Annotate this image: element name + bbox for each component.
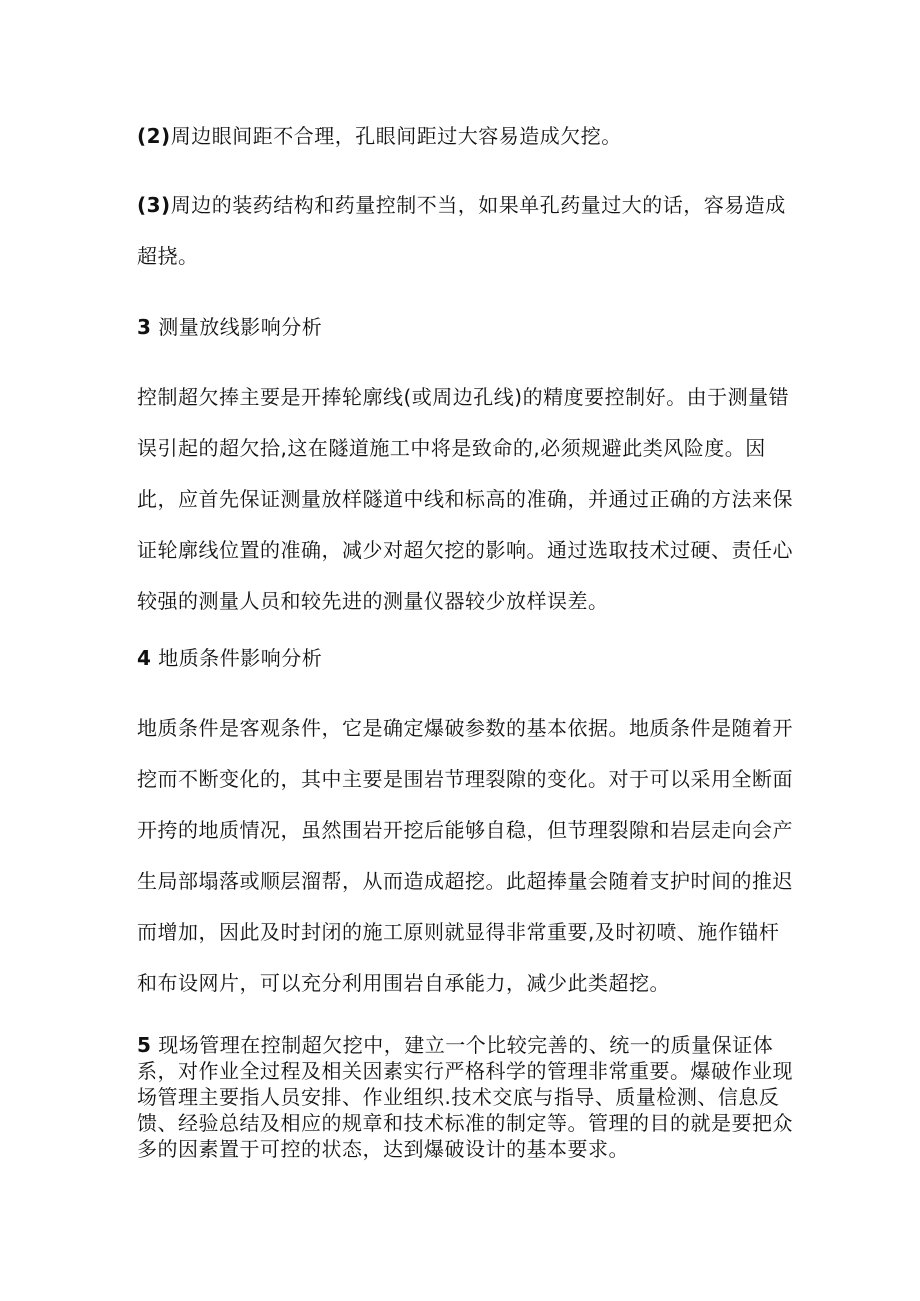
section-heading-4 [137,633,797,684]
section-title: 地质条件影响分析 [158,646,323,670]
section-heading-3 [137,302,797,353]
section-body-4: 地质条件是客观条件，它是确定爆破参数的基本依据。地质条件是随着开挖而不断变化的，其中主要是围岩节理裂隙的变化。对于可以采用全断面开挎的地质情况，虽然围岩开挖后能够自稳，但节理裂隙和岩层走向会产生局部塌落或顺层溜帮，从而造成超挖。此超捧量会随着支护时间的推迟而增加，因此及时封闭的施工原则就显得非常重要,及时初喷、施作锚杆和布设网片，可以充分利用围岩自承能力，减少此类超挖。 [137,716,793,995]
section-text: 现场管理在控制超欠挖中，建立一个比较完善的、统一的质量保证体系，对作业全过程及相关因素实行严格科学的管理非常重要。爆破作业现场管理主要指人员安排、作业组织.技术交底与指导、质量检测、信息反馈、经验总结及相应的规章和技术标准的制定等。管理的目的就是要把众多的因素置于可控的状态，达到爆破设计的基本要求。 [137,1033,793,1161]
section-number: 5 [137,1033,152,1057]
section-number: 4 [137,646,152,670]
section-title: 测量放线影响分析 [158,315,323,339]
section-5 [137,1032,797,1162]
list-item-text: 周边眼间距不合理，孔眼间距过大容易造成欠挖。 [170,124,622,148]
list-item-2 [137,111,797,162]
list-item-3 [137,180,797,282]
list-item-number: (3) [137,193,171,217]
list-item-number: (2) [137,124,171,148]
section-number: 3 [137,315,152,339]
section-body-3: 控制超欠捧主要是开捧轮廓线(或周边孔线)的精度要控制好。由于测量错误引起的超欠拾,这在隧道施工中将是致命的,必须规避此类风险度。因此，应首先保证测量放样隧道中线和标高的准确，并通过正确的方法来保证轮廓线位置的准确，减少对超欠挖的影响。通过选取技术过硬、责任心较强的测量人员和较先进的测量仪器较少放样误差。 [137,385,793,613]
list-item-text: 周边的装药结构和药量控制不当，如果单孔药量过大的话，容易造成超挠。 [137,193,786,268]
